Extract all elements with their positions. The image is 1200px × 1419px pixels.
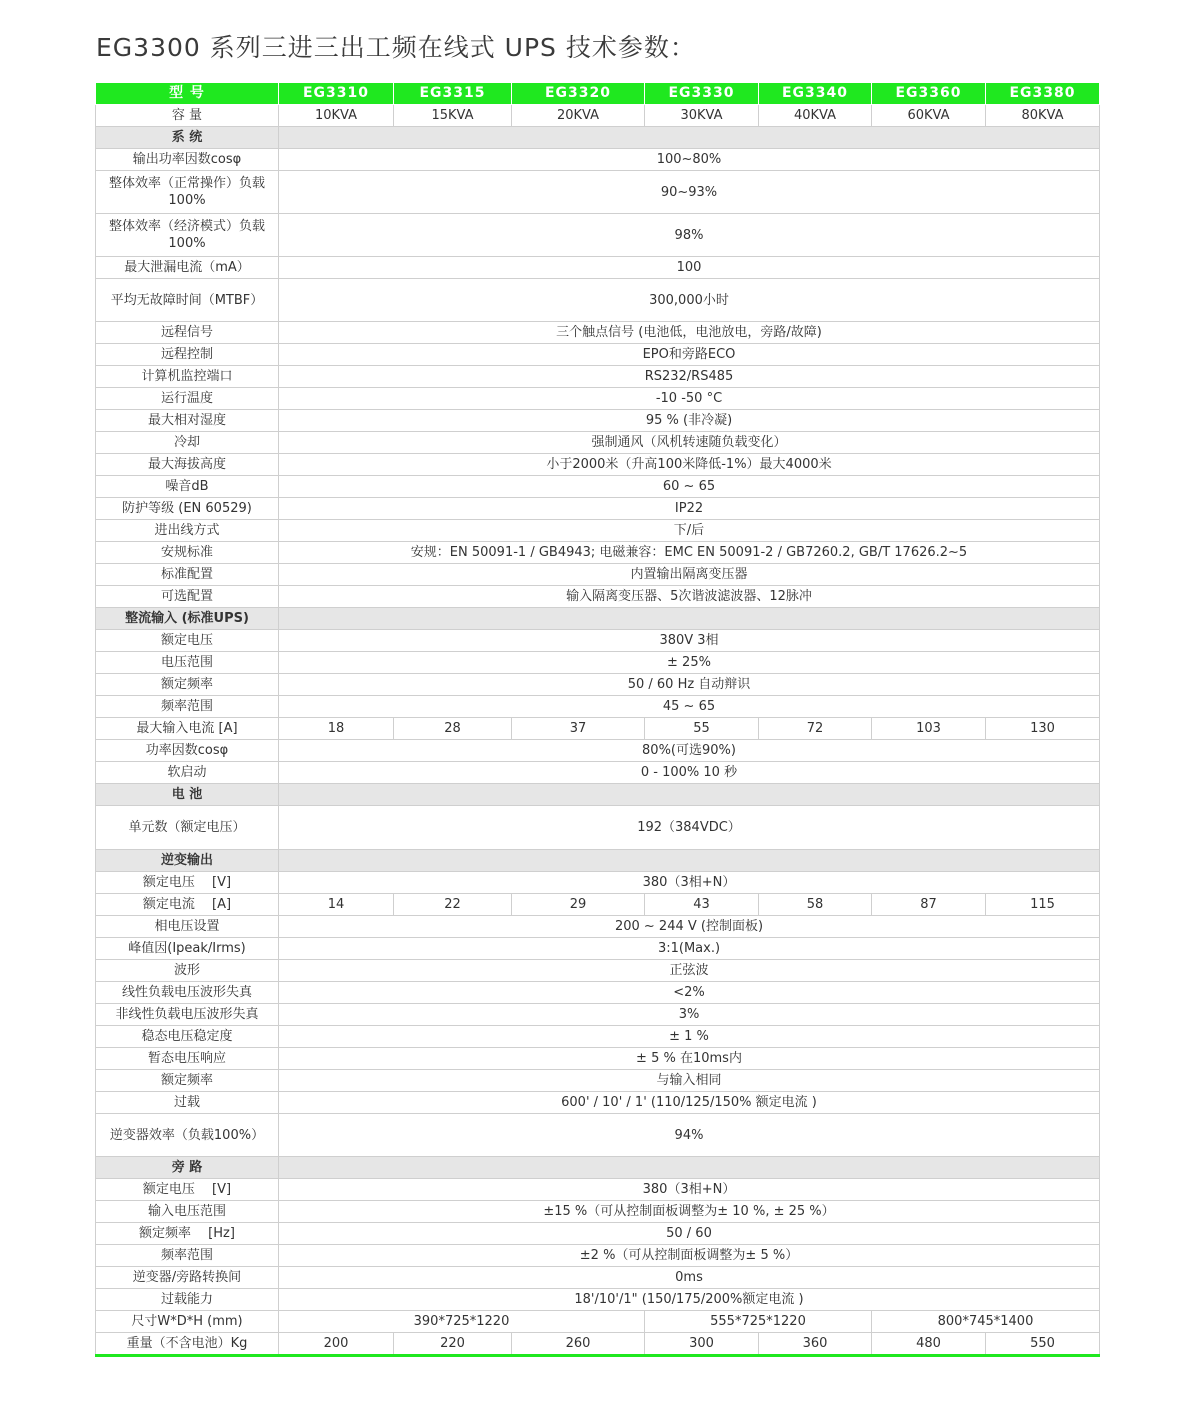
row-value: 300,000小时 [279,279,1100,322]
inverter-row [96,1026,1100,1048]
row-value-0: 14 [279,894,394,916]
inverter-row [96,938,1100,960]
row-value: 0 - 100% 10 秒 [279,762,1100,784]
row-value: 18'/10'/1" (150/175/200%额定电流 ) [279,1289,1100,1311]
row-label: 线性负载电压波形失真 [96,982,279,1004]
bypass-row [96,1201,1100,1223]
section-fill [279,784,1100,806]
system-row [96,586,1100,608]
row-value: 90~93% [279,171,1100,214]
inverter-row [96,1092,1100,1114]
section-bypass [96,1157,1100,1179]
inverter-row [96,916,1100,938]
row-value-6: 550 [986,1333,1100,1356]
row-value: 小于2000米（升高100米降低-1%）最大4000米 [279,454,1100,476]
inverter-row [96,1048,1100,1070]
model-0: EG3310 [279,83,394,105]
row-label: 额定频率 [96,1070,279,1092]
row-label: 额定频率 [96,674,279,696]
system-row [96,322,1100,344]
row-value-4: 40KVA [759,105,872,127]
row-value: 94% [279,1114,1100,1157]
section-title: 系 统 [96,127,279,149]
input-row [96,762,1100,784]
row-value-4: 72 [759,718,872,740]
row-label: 可选配置 [96,586,279,608]
row-value-5: 87 [872,894,986,916]
row-value-2: 29 [512,894,645,916]
row-value: IP22 [279,498,1100,520]
system-row [96,366,1100,388]
row-value-3: 30KVA [645,105,759,127]
row-value: 380（3相+N） [279,1179,1100,1201]
bypass-row [96,1267,1100,1289]
row-label: 安规标准 [96,542,279,564]
input-row [96,674,1100,696]
row-value: 输入隔离变压器、5次谐波滤波器、12脉冲 [279,586,1100,608]
input-row [96,696,1100,718]
row-label: 逆变器效率（负载100%） [96,1114,279,1157]
system-row [96,476,1100,498]
row-label: 最大输入电流 [A] [96,718,279,740]
row-label: 波形 [96,960,279,982]
row-label: 暂态电压响应 [96,1048,279,1070]
row-label: 频率范围 [96,1245,279,1267]
system-row [96,388,1100,410]
row-label: 输出功率因数cosφ [96,149,279,171]
system-row [96,542,1100,564]
section-fill [279,850,1100,872]
section-fill [279,1157,1100,1179]
row-label: 过载 [96,1092,279,1114]
section-title: 电 池 [96,784,279,806]
inverter-row [96,960,1100,982]
row-value: 安规：EN 50091-1 / GB4943; 电磁兼容：EMC EN 50091-2 / GB7260.2, GB/T 17626.2~5 [279,542,1100,564]
row-value: ± 1 % [279,1026,1100,1048]
row-value: ± 5 % 在10ms内 [279,1048,1100,1070]
row-value-3: 300 [645,1333,759,1356]
model-4: EG3340 [759,83,872,105]
row-label: 频率范围 [96,696,279,718]
row-value: 下/后 [279,520,1100,542]
section-input [96,608,1100,630]
weight-row [96,1333,1100,1356]
row-label: 远程信号 [96,322,279,344]
section-title: 整流输入 (标准UPS) [96,608,279,630]
row-label: 整体效率（经济模式）负载 100% [96,214,279,257]
row-label: 额定电压 [V] [96,872,279,894]
row-label: 平均无故障时间（MTBF） [96,279,279,322]
system-row [96,257,1100,279]
section-system [96,127,1100,149]
system-row [96,432,1100,454]
row-label: 额定频率 [Hz] [96,1223,279,1245]
model-1: EG3315 [394,83,512,105]
row-label: 额定电压 [V] [96,1179,279,1201]
inverter-current-row [96,894,1100,916]
system-row [96,279,1100,322]
row-value-4: 360 [759,1333,872,1356]
row-value: 与输入相同 [279,1070,1100,1092]
row-label: 容 量 [96,105,279,127]
row-value: 3% [279,1004,1100,1026]
section-title: 逆变输出 [96,850,279,872]
row-value: 200 ~ 244 V (控制面板) [279,916,1100,938]
row-value: 100~80% [279,149,1100,171]
dimension-value-0: 390*725*1220 [279,1311,645,1333]
system-row [96,498,1100,520]
battery-row [96,806,1100,850]
row-value: 强制通风（风机转速随负载变化） [279,432,1100,454]
row-label: 最大海拔高度 [96,454,279,476]
row-value-6: 115 [986,894,1100,916]
inverter-row [96,872,1100,894]
inverter-efficiency-row [96,1114,1100,1157]
model-6: EG3380 [986,83,1100,105]
row-label: 标准配置 [96,564,279,586]
row-value-2: 260 [512,1333,645,1356]
row-label: 重量（不含电池）Kg [96,1333,279,1356]
row-value: ±15 %（可从控制面板调整为± 10 %, ± 25 %） [279,1201,1100,1223]
row-value: 95 % (非冷凝) [279,410,1100,432]
row-label: 噪音dB [96,476,279,498]
row-label: 逆变器/旁路转换间 [96,1267,279,1289]
model-header-label: 型 号 [96,83,279,105]
row-value-5: 103 [872,718,986,740]
row-label: 电压范围 [96,652,279,674]
bypass-row [96,1223,1100,1245]
dimension-value-2: 800*745*1400 [872,1311,1100,1333]
row-label: 冷却 [96,432,279,454]
row-label: 整体效率（正常操作）负载 100% [96,171,279,214]
row-value: -10 -50 °C [279,388,1100,410]
row-value-0: 18 [279,718,394,740]
system-row [96,344,1100,366]
inverter-row [96,982,1100,1004]
row-value: 100 [279,257,1100,279]
row-label: 尺寸W*D*H (mm) [96,1311,279,1333]
system-row [96,149,1100,171]
bypass-row [96,1179,1100,1201]
capacity-row [96,105,1100,127]
row-value: 3:1(Max.) [279,938,1100,960]
row-label: 输入电压范围 [96,1201,279,1223]
header-row [96,83,1100,105]
row-value-0: 200 [279,1333,394,1356]
row-value: 380（3相+N） [279,872,1100,894]
section-title: 旁 路 [96,1157,279,1179]
input-row [96,652,1100,674]
row-value: 45 ~ 65 [279,696,1100,718]
row-value-1: 22 [394,894,512,916]
row-value-0: 10KVA [279,105,394,127]
row-label: 相电压设置 [96,916,279,938]
row-value: 380V 3相 [279,630,1100,652]
model-3: EG3330 [645,83,759,105]
row-value: ±2 %（可从控制面板调整为± 5 %） [279,1245,1100,1267]
input-row [96,630,1100,652]
system-row [96,214,1100,257]
dimensions-row [96,1311,1100,1333]
row-value: 98% [279,214,1100,257]
bypass-row [96,1289,1100,1311]
row-value-2: 20KVA [512,105,645,127]
row-value-6: 80KVA [986,105,1100,127]
row-label: 非线性负载电压波形失真 [96,1004,279,1026]
row-value-5: 60KVA [872,105,986,127]
row-label: 计算机监控端口 [96,366,279,388]
row-value: 三个触点信号 (电池低，电池放电，旁路/故障) [279,322,1100,344]
row-label: 进出线方式 [96,520,279,542]
row-value-1: 220 [394,1333,512,1356]
input-row [96,740,1100,762]
inverter-row [96,1004,1100,1026]
system-row [96,410,1100,432]
section-battery [96,784,1100,806]
section-fill [279,608,1100,630]
row-value-6: 130 [986,718,1100,740]
model-5: EG3360 [872,83,986,105]
system-row [96,454,1100,476]
row-value: <2% [279,982,1100,1004]
dimension-value-1: 555*725*1220 [645,1311,872,1333]
row-value-2: 37 [512,718,645,740]
inverter-row [96,1070,1100,1092]
row-value: 50 / 60 [279,1223,1100,1245]
row-label: 稳态电压稳定度 [96,1026,279,1048]
page-title: EG3300 系列三进三出工频在线式 UPS 技术参数： [96,33,696,62]
system-row [96,520,1100,542]
row-value-4: 58 [759,894,872,916]
row-value: 正弦波 [279,960,1100,982]
row-value: EPO和旁路ECO [279,344,1100,366]
row-value: 600' / 10' / 1' (110/125/150% 额定电流 ) [279,1092,1100,1114]
row-label: 额定电压 [96,630,279,652]
section-inverter [96,850,1100,872]
row-value-5: 480 [872,1333,986,1356]
row-label: 软启动 [96,762,279,784]
spec-table [95,82,1100,1357]
row-label: 运行温度 [96,388,279,410]
input-current-row [96,718,1100,740]
row-value: 50 / 60 Hz 自动辩识 [279,674,1100,696]
row-label: 最大相对湿度 [96,410,279,432]
row-value: 内置输出隔离变压器 [279,564,1100,586]
row-value: RS232/RS485 [279,366,1100,388]
row-value: 60 ~ 65 [279,476,1100,498]
row-label: 功率因数cosφ [96,740,279,762]
bypass-row [96,1245,1100,1267]
row-value: 80%(可选90%) [279,740,1100,762]
row-value-1: 28 [394,718,512,740]
row-value: ± 25% [279,652,1100,674]
section-fill [279,127,1100,149]
system-row [96,564,1100,586]
row-label: 过载能力 [96,1289,279,1311]
row-value-1: 15KVA [394,105,512,127]
model-2: EG3320 [512,83,645,105]
row-value-3: 43 [645,894,759,916]
row-value: 0ms [279,1267,1100,1289]
row-value: 192（384VDC） [279,806,1100,850]
system-row [96,171,1100,214]
row-value-3: 55 [645,718,759,740]
row-label: 峰值因(Ipeak/Irms) [96,938,279,960]
row-label: 额定电流 [A] [96,894,279,916]
row-label: 单元数（额定电压） [96,806,279,850]
row-label: 防护等级 (EN 60529) [96,498,279,520]
row-label: 远程控制 [96,344,279,366]
row-label: 最大泄漏电流（mA） [96,257,279,279]
